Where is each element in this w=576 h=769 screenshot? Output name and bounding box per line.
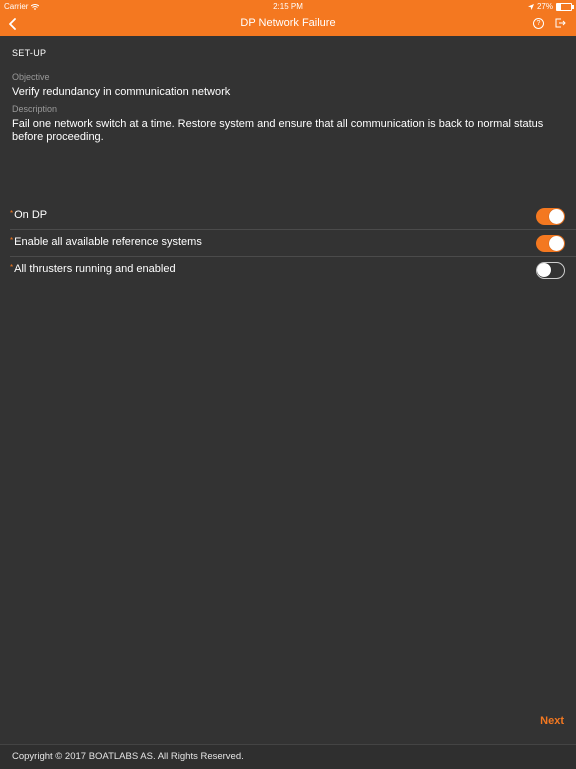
carrier-label: Carrier bbox=[4, 2, 29, 11]
status-right bbox=[528, 2, 572, 11]
checklist-item-reference-systems bbox=[0, 230, 576, 257]
description-label: Description bbox=[12, 104, 58, 114]
objective-value: Verify redundancy in communication network bbox=[12, 86, 231, 98]
on-dp-toggle[interactable] bbox=[536, 208, 565, 225]
checklist-label bbox=[10, 263, 176, 275]
battery-fill bbox=[557, 4, 561, 10]
copyright-text: Copyright © 2017 BOATLABS AS. All Rights Reserved. bbox=[12, 751, 244, 762]
section-title: SET-UP bbox=[12, 48, 47, 58]
footer bbox=[0, 744, 576, 769]
checklist-text: Enable all available reference systems bbox=[14, 236, 202, 248]
exit-icon[interactable] bbox=[554, 17, 566, 29]
battery-icon bbox=[556, 3, 572, 11]
top-bar bbox=[0, 0, 576, 36]
toggle-knob bbox=[549, 209, 564, 224]
battery-percent: 27% bbox=[536, 2, 553, 11]
required-marker: * bbox=[10, 209, 14, 218]
required-marker: * bbox=[10, 263, 14, 272]
reference-systems-toggle[interactable] bbox=[536, 235, 565, 252]
checklist-label bbox=[10, 209, 47, 221]
checklist-text: All thrusters running and enabled bbox=[14, 263, 176, 275]
description-value: Fail one network switch at a time. Restore system and ensure that all communication is back to normal status before proceeding. bbox=[12, 118, 544, 143]
status-time: 2:15 PM bbox=[273, 2, 303, 11]
help-icon[interactable]: ? bbox=[533, 18, 544, 29]
toggle-knob bbox=[549, 236, 564, 251]
checklist-label bbox=[10, 236, 202, 248]
checklist-item-thrusters bbox=[0, 257, 576, 284]
required-marker: * bbox=[10, 236, 14, 245]
thrusters-toggle[interactable] bbox=[536, 262, 565, 279]
page-title: DP Network Failure bbox=[240, 17, 336, 29]
checklist-text: On DP bbox=[14, 209, 48, 221]
objective-label: Objective bbox=[12, 72, 50, 82]
location-arrow-icon bbox=[528, 4, 534, 10]
checklist-item-on-dp bbox=[0, 203, 576, 230]
next-button[interactable]: Next bbox=[540, 715, 564, 727]
status-bar bbox=[0, 0, 576, 12]
toggle-knob bbox=[537, 263, 551, 277]
